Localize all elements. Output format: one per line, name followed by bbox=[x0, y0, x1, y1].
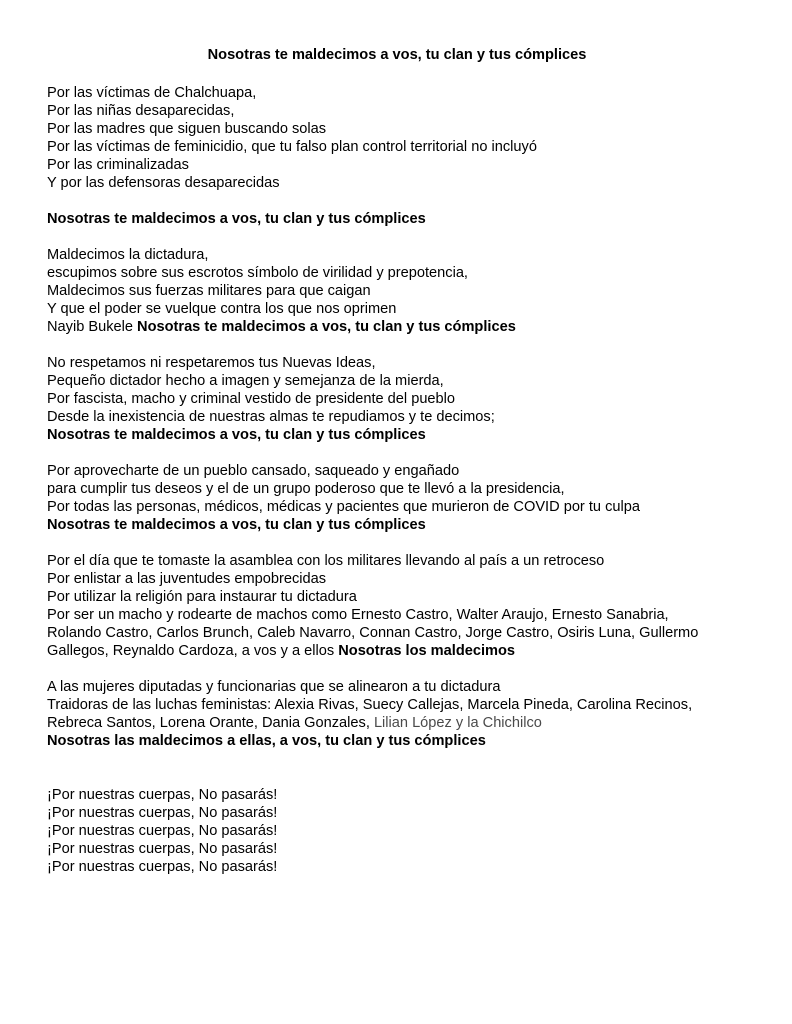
spacer bbox=[47, 768, 767, 786]
text-line: Por las madres que siguen buscando solas bbox=[47, 121, 327, 137]
text-line-mixed bbox=[47, 714, 767, 732]
text-line: Por las niñas desaparecidas, bbox=[47, 103, 235, 119]
names-prefix: Rebreca Santos, Lorena Orante, Dania Gonzales, bbox=[47, 715, 374, 731]
line-prefix: Nayib Bukele bbox=[47, 319, 138, 335]
text-line: Por fascista, macho y criminal vestido de presidente del pueblo bbox=[47, 391, 456, 407]
text-line: Por las víctimas de feminicidio, que tu falso plan control territorial no incluyó bbox=[47, 139, 537, 155]
refrain-line: Nosotras te maldecimos a vos, tu clan y tus cómplices bbox=[47, 517, 426, 533]
text-line: Por las criminalizadas bbox=[47, 157, 189, 173]
closing-line: ¡Por nuestras cuerpas, No pasarás! bbox=[47, 823, 278, 839]
text-line: No respetamos ni respetaremos tus Nuevas Ideas, bbox=[47, 355, 376, 371]
text-line: Por utilizar la religión para instaurar tu dictadura bbox=[47, 589, 357, 605]
text-line: Por las víctimas de Chalchuapa, bbox=[47, 85, 257, 101]
text-line: Por aprovecharte de un pueblo cansado, saqueado y engañado bbox=[47, 463, 460, 479]
text-line: Traidoras de las luchas feministas: Alexia Rivas, Suecy Callejas, Marcela Pineda, Carolina Recinos, bbox=[47, 697, 693, 713]
text-line: Por enlistar a las juventudes empobrecidas bbox=[47, 571, 327, 587]
names-grey: Lilian López y la Chichilco bbox=[373, 715, 542, 731]
text-line: Por ser un macho y rodearte de machos como Ernesto Castro, Walter Araujo, Ernesto Sanabria, bbox=[47, 607, 669, 623]
text-line: para cumplir tus deseos y el de un grupo poderoso que te llevó a la presidencia, bbox=[47, 481, 565, 497]
stanza-1 bbox=[47, 84, 767, 192]
closing-line: ¡Por nuestras cuerpas, No pasarás! bbox=[47, 859, 278, 875]
closing-line: ¡Por nuestras cuerpas, No pasarás! bbox=[47, 841, 278, 857]
text-line: A las mujeres diputadas y funcionarias que se alinearon a tu dictadura bbox=[47, 679, 501, 695]
closing-line: ¡Por nuestras cuerpas, No pasarás! bbox=[47, 805, 278, 821]
text-line-mixed bbox=[47, 642, 767, 660]
text-line: Por el día que te tomaste la asamblea con los militares llevando al país a un retroceso bbox=[47, 553, 605, 569]
closing-stanza bbox=[47, 786, 767, 876]
text-line: Desde la inexistencia de nuestras almas te repudiamos y te decimos; bbox=[47, 409, 495, 425]
line-prefix: Gallegos, Reynaldo Cardoza, a vos y a ellos bbox=[47, 643, 339, 659]
stanza-5 bbox=[47, 552, 767, 660]
text-line: escupimos sobre sus escrotos símbolo de virilidad y prepotencia, bbox=[47, 265, 468, 281]
text-line-mixed bbox=[47, 318, 767, 336]
text-line: Pequeño dictador hecho a imagen y semejanza de la mierda, bbox=[47, 373, 444, 389]
text-line: Y que el poder se vuelque contra los que nos oprimen bbox=[47, 301, 397, 317]
text-line: Maldecimos sus fuerzas militares para que caigan bbox=[47, 283, 371, 299]
stanza-6 bbox=[47, 678, 767, 750]
document-page bbox=[47, 46, 767, 894]
document-title: Nosotras te maldecimos a vos, tu clan y tus cómplices bbox=[207, 47, 587, 63]
stanza-2 bbox=[47, 246, 767, 336]
refrain-line: Nosotras las maldecimos a ellas, a vos, tu clan y tus cómplices bbox=[47, 733, 486, 749]
refrain-line: Nosotras te maldecimos a vos, tu clan y tus cómplices bbox=[47, 211, 426, 227]
text-line: Maldecimos la dictadura, bbox=[47, 247, 209, 263]
text-line: Y por las defensoras desaparecidas bbox=[47, 175, 280, 191]
text-line: Rolando Castro, Carlos Brunch, Caleb Navarro, Connan Castro, Jorge Castro, Osiris Luna, Gullermo bbox=[47, 625, 699, 641]
refrain-inline: Nosotras los maldecimos bbox=[338, 643, 516, 659]
stanza-3 bbox=[47, 354, 767, 444]
text-line: Por todas las personas, médicos, médicas y pacientes que murieron de COVID por tu culpa bbox=[47, 499, 640, 515]
stanza-4 bbox=[47, 462, 767, 534]
refrain-1 bbox=[47, 210, 767, 228]
closing-line: ¡Por nuestras cuerpas, No pasarás! bbox=[47, 787, 278, 803]
refrain-line: Nosotras te maldecimos a vos, tu clan y tus cómplices bbox=[47, 427, 426, 443]
refrain-inline: Nosotras te maldecimos a vos, tu clan y tus cómplices bbox=[137, 319, 516, 335]
